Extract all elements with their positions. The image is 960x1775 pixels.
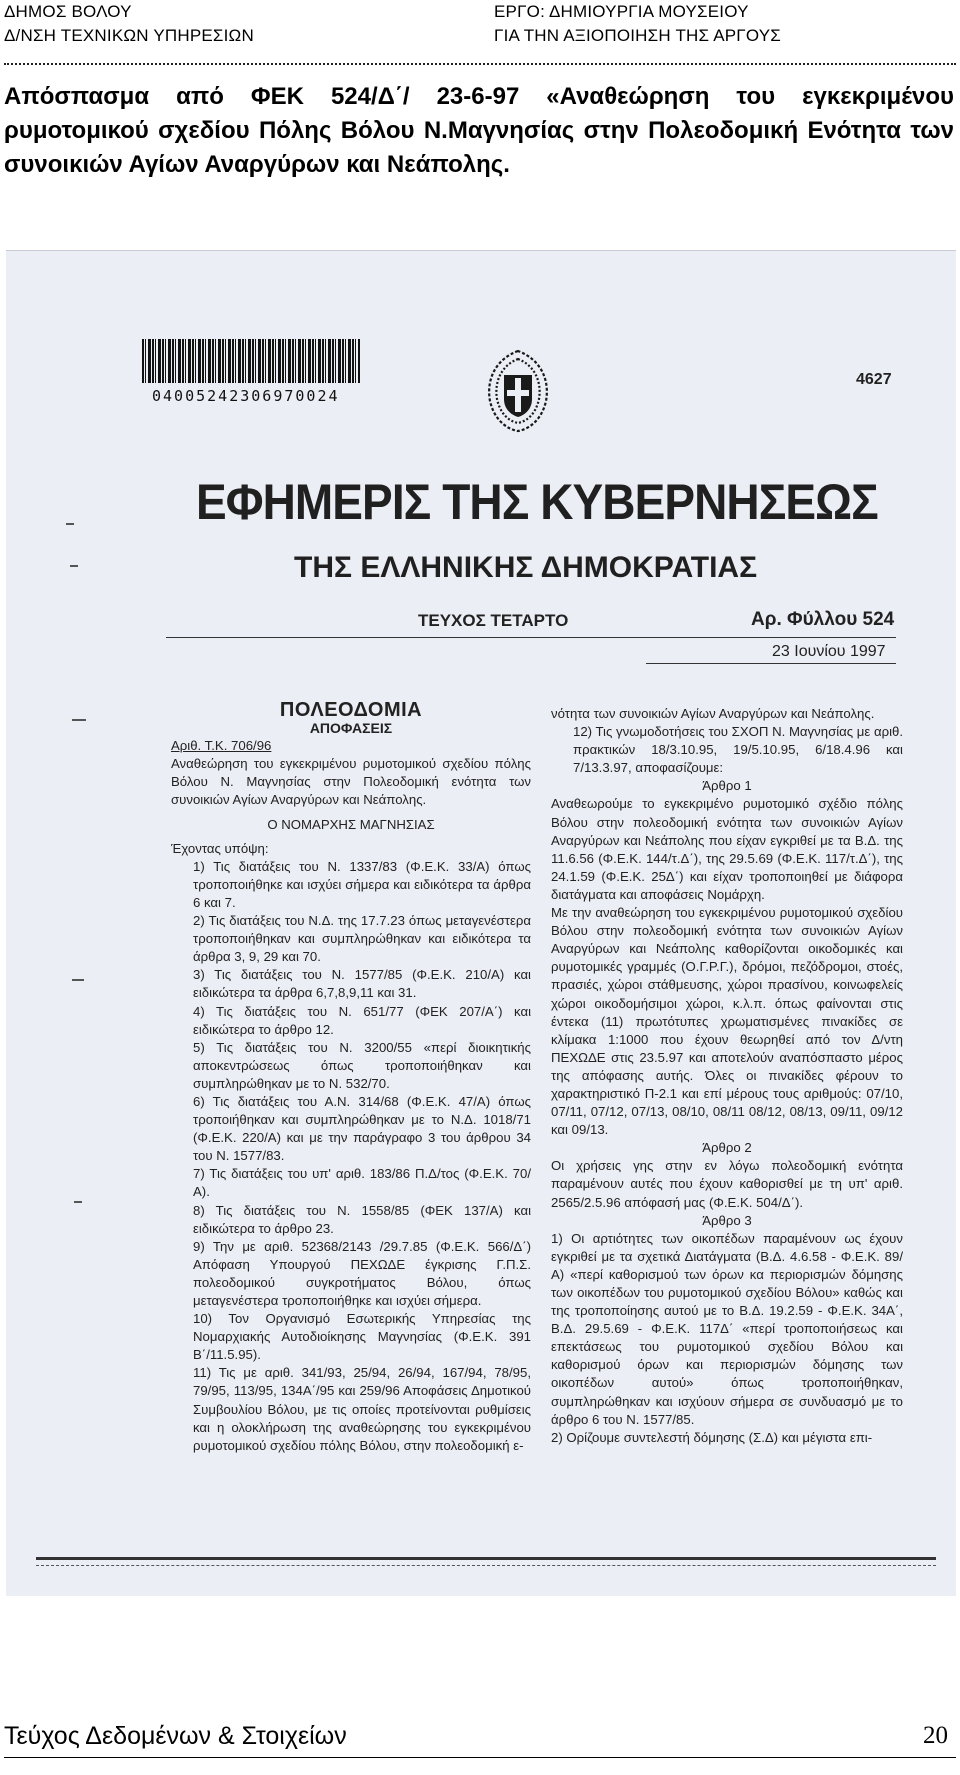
- scan-margin-mark: [70, 565, 78, 567]
- list-item: 8) Τις διατάξεις του Ν. 1558/85 (ΦΕΚ 137/Α) και ειδικώτερα το άρθρο 23.: [193, 1202, 531, 1236]
- footer-rule: [4, 1757, 956, 1758]
- list-item: 2) Τις διατάξεις του Ν.Δ. της 17.7.23 όπως μεταγενέστερα τροποποιήθηκαν και συμπληρώθηκαν και ειδικότερα τα άρθρα 3, 9, 29 και 70.: [193, 913, 531, 965]
- sheet-number: Αρ. Φύλλου 524: [751, 609, 895, 630]
- having-regard: Έχοντας υπόψη:: [171, 840, 269, 856]
- article-paragraph: 2) Ορίζουμε συντελεστή δόμησης (Σ.Δ) και μέγιστα επι-: [551, 1429, 873, 1445]
- list-item: 9) Την με αριθ. 52368/2143 /29.7.85 (Φ.Ε.Κ. 566/Δ΄) Απόφαση Υπουργού ΠΕΧΩΔΕ έγκρισης Γ.Π.Σ. πολεοδομικού συγκροτήματος Βόλου, όπως μεταγενέστερα τροποποιήθηκε και ισχύει σήμερα.: [193, 1238, 531, 1308]
- section-heading: ΠΟΛΕΟΔΟΜΙΑ: [279, 699, 423, 721]
- header-divider: [4, 63, 956, 65]
- gazette-date: 23 Ιουνίου 1997: [772, 643, 886, 660]
- municipality-name: ΔΗΜΟΣ ΒΟΛΟΥ: [4, 2, 132, 21]
- article-heading: Άρθρο 2: [702, 1140, 752, 1156]
- greek-coat-of-arms-icon: [478, 345, 558, 433]
- gazette-title: ΕΦΗΜΕΡΙΣ ΤΗΣ ΚΥΒΕΡΝΗΣΕΩΣ: [196, 474, 878, 530]
- decision-number: Αριθ. Τ.Κ. 706/96: [171, 738, 272, 754]
- article-paragraph: Οι χρήσεις γης στην εν λόγω πολεοδομική ενότητα παραμένουν αυτές που έχουν καθορισθεί με τη υπ' αριθ. 2565/2.5.96 απόφασή μας (Φ.Ε.Κ. 504/Δ΄).: [551, 1158, 903, 1210]
- date-rule: [646, 663, 896, 664]
- list-item: 7) Τις διατάξεις του υπ' αριθ. 183/86 Π.Δ/τος (Φ.Ε.Κ. 70/Α).: [193, 1166, 531, 1200]
- decision-title: Αναθεώρηση του εγκεκριμένου ρυμοτομικού σχεδίου πόλης Βόλου Ν. Μαγνησίας στην Πολεοδομική ενότητα των συνοικιών Αγίων Αναργύρων και Νεάπολης.: [171, 756, 531, 808]
- header-left: [4, 0, 254, 48]
- scan-margin-mark: [72, 719, 86, 721]
- subsection-heading: ΑΠΟΦΑΣΕΙΣ: [309, 720, 393, 737]
- footer-label: Τεύχος Δεδομένων & Στοιχείων: [4, 1722, 347, 1750]
- list-item: 5) Τις διατάξεις του Ν. 3200/55 «περί διοικητικής αποκεντρώσεως όπως τροποποιήθηκαν και συμπληρώθηκαν με το Ν. 532/70.: [193, 1039, 531, 1091]
- gazette-page-number: 4627: [856, 371, 892, 388]
- article-paragraph: Με την αναθεώρηση του εγκεκριμένου ρυμοτομικού σχεδίου Βόλου στην πολεοδομική ενότητα των συνοικιών Αγίων Αναργύρων και Νεάπολης καθορίζονται οικοδομικές και ρυμοτομικές γραμμές (Ο.Γ.Ρ.Γ.), δρόμοι, πεζόδρομοι, στοές, πρασιές, χώροι στάθμευσης, χώροι πρασίνου, κοινωφελείς χώροι οικοδομήσιμοι χώροι, κ.λ.π. όπως φαίνονται στις έντεκα (11) πρωτότυπες χρωματισμένες πινακίδες σε κλίμακα 1:1000 που έχουν θεωρηθεί από τον Δ/ντη ΠΕΧΩΔΕ στις 23.5.97 και αποτελούν αναπόσπαστο μέρος της απόφασης αυτής. Όλες οι πινακίδες φέρουν το χαρακτηριστικό Π-2.1 και επί μέρους τους αριθμούς: 07/10, 07/11, 07/12, 07/13, 08/10, 08/11 08/12, 08/13, 09/11, 09/12 και 09/13.: [551, 905, 903, 1138]
- article-heading: Άρθρο 3: [702, 1212, 752, 1228]
- barcode-image: [142, 339, 360, 383]
- document-title: Απόσπασμα από ΦΕΚ 524/Δ΄/ 23-6-97 «Αναθεώρηση του εγκεκριμένου ρυμοτομικού σχεδίου Πόλης Βόλου Ν.Μαγνησίας στην Πολεοδομική Ενότητα των συνοικιών Αγίων Αναργύρων και Νεάπολης.: [4, 83, 954, 178]
- department-name: Δ/ΝΣΗ ΤΕΧΝΙΚΩΝ ΥΠΗΡΕΣΙΩΝ: [4, 26, 254, 45]
- project-subtitle: ΓΙΑ ΤΗΝ ΑΞΙΟΠΟΙΗΣΗ ΤΗΣ ΑΡΓΟΥΣ: [494, 26, 781, 45]
- scan-margin-mark: [66, 523, 74, 525]
- page-bottom-rule-secondary: [36, 1565, 936, 1566]
- article-paragraph: 1) Οι αρτιότητες των οικοπέδων παραμένουν ως έχουν εγκριθεί με τα σχετικά Διατάγματα (Β.Δ. 4.6.58 - Φ.Ε.Κ. 89/Α) «περί καθορισμού των όρων κα περιορισμών δόμησης των οικοπέδων του ρυμοτομικού σχεδίου Βόλου» καθώς και της τροποποίησης αυτού με το Β.Δ. 19.2.59 - Φ.Ε.Κ. 34Α΄, Β.Δ. 29.5.69 - Φ.Ε.Κ. 117Δ΄ «περί τροποποιήσεως και επεκτάσεως του ρυμοτομικού σχεδίου Βόλου και καθορισμού όρων και περιορισμών δόμησης των οικοπέδων αυτού» όπως τροποποιήθηκαν, συμπληρώθηκαν και ισχύουν σήμερα σε συνδυασμό με το άρθρο 6 του Ν. 1577/85.: [551, 1230, 903, 1427]
- right-column: [551, 705, 903, 1447]
- scanned-gazette-page: [6, 250, 956, 1596]
- masthead-rule: [166, 637, 896, 638]
- footer-page-number: 20: [923, 1722, 948, 1749]
- list-item: 11) Τις με αριθ. 341/93, 25/94, 26/94, 167/94, 78/95, 79/95, 113/95, 134Α΄/95 και 259/96 Αποφάσεις Δημοτικού Συμβουλίου Βόλου, με τις οποίες προτείνονται ρυθμίσεις και η ολοκλήρωση της αναθεώρησης του εγκεκριμένου ρυμοτομικού σχεδίου πόλης Βόλου, στην πολεοδομική ε-: [193, 1365, 531, 1453]
- list-item: 1) Τις διατάξεις του Ν. 1337/83 (Φ.Ε.Κ. 33/Α) όπως τροποποιήθηκε και ισχύει σήμερα και ειδικότερα τα άρθρα 6 και 7.: [193, 858, 531, 910]
- issue-label: ΤΕΥΧΟΣ ΤΕΤΑΡΤΟ: [418, 611, 569, 630]
- list-item: 10) Τον Οργανισμό Εσωτερικής Υπηρεσίας της Νομαρχιακής Αυτοδιοίκησης Μαγνησίας (Φ.Ε.Κ. 391 Β΄/11.5.95).: [193, 1311, 531, 1363]
- project-name: ΕΡΓΟ: ΔΗΜΙΟΥΡΓΙΑ ΜΟΥΣΕΙΟΥ: [494, 2, 749, 21]
- scan-margin-mark: [72, 979, 84, 981]
- scan-margin-mark: [74, 1201, 82, 1203]
- list-item: 4) Τις διατάξεις του Ν. 651/77 (ΦΕΚ 207/Α΄) και ειδικώτερα το άρθρο 12.: [193, 1003, 531, 1037]
- gazette-subtitle: ΤΗΣ ΕΛΛΗΝΙΚΗΣ ΔΗΜΟΚΡΑΤΙΑΣ: [294, 551, 758, 584]
- left-column: [171, 701, 531, 1455]
- list-item: 6) Τις διατάξεις του Α.Ν. 314/68 (Φ.Ε.Κ. 47/Α) όπως τροποιήθηκαν και συμπληρώθηκαν με το Ν.Δ. 1018/71 (Φ.Ε.Κ. 220/Α) και με την παράγραφο 3 του άρθρου 34 του Ν. 1577/83.: [193, 1093, 531, 1164]
- page-bottom-rule: [36, 1557, 936, 1560]
- issuing-authority: Ο ΝΟΜΑΡΧΗΣ ΜΑΓΝΗΣΙΑΣ: [267, 816, 435, 832]
- article-paragraph: Αναθεωρούμε το εγκεκριμένο ρυμοτομικό σχέδιο πόλης Βόλου στην πολεοδομική ενότητα των συνοικιών Αγίων Αναργύρων και Νεάπολης που είχαν εγκριθεί με τα Β.Δ. της 11.6.56 (Φ.Ε.Κ. 144/τ.Δ΄), της 29.5.69 (Φ.Ε.Κ. 117/τ.Δ΄), της 24.1.59 (Φ.Ε.Κ. 25Δ΄) και είχαν τροποποιηθεί με διάφορα διατάγματα και αποφάσεις Νομάρχη.: [551, 796, 903, 902]
- list-item: 12) Τις γνωμοδοτήσεις του ΣΧΟΠ Ν. Μαγνησίας με αριθ. πρακτικών 18/3.10.95, 19/5.10.95, 6/18.4.96 και 7/13.3.97, αποφασίζουμε:: [573, 724, 903, 776]
- header-right: [494, 0, 781, 48]
- article-heading: Άρθρο 1: [702, 778, 752, 794]
- list-item: 3) Τις διατάξεις του Ν. 1577/85 (Φ.Ε.Κ. 210/Α) και ειδικώτερα τα άρθρα 6,7,8,9,11 και 31.: [193, 967, 531, 1001]
- barcode-number: 04005242306970024: [152, 387, 340, 405]
- continuation-text: νότητα των συνοικιών Αγίων Αναργύρων και Νεάπολης.: [551, 706, 875, 721]
